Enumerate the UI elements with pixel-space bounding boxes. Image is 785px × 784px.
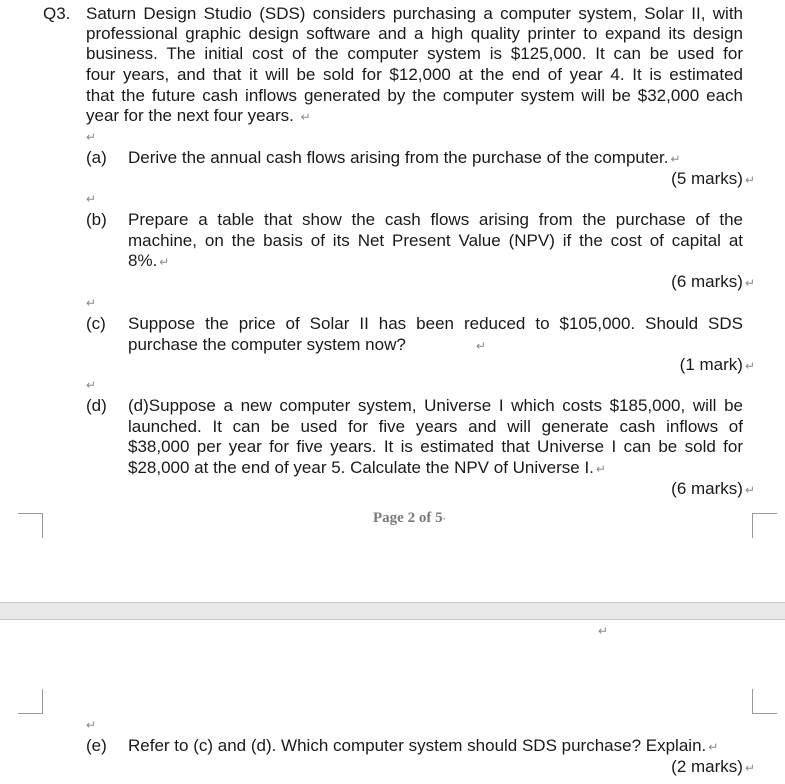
paragraph-mark-icon: ↵ bbox=[86, 378, 97, 392]
part-c-marks: (1 mark) ↵ bbox=[679, 355, 755, 374]
crop-mark-top-left bbox=[18, 513, 43, 538]
paragraph-mark-icon: ↵ bbox=[159, 255, 170, 269]
part-d-line-1: (d)Suppose a new computer system, Universe I which costs $185,000, will be bbox=[128, 396, 743, 415]
part-d-marks: (6 marks) ↵ bbox=[671, 479, 755, 498]
question-line-4: four years, and that it will be sold for $12,000 at the end of year 4. It is estimated bbox=[86, 65, 743, 84]
part-e-label: (e) bbox=[86, 736, 107, 755]
question-line-3: business. The initial cost of the computer system is $125,000. It can be used for bbox=[86, 44, 743, 63]
part-b-line-2: machine, on the basis of its Net Present Value (NPV) if the cost of capital at bbox=[128, 231, 743, 250]
page-footer: Page 2 of 5· bbox=[373, 510, 446, 526]
paragraph-mark-icon: ↵ bbox=[708, 740, 719, 754]
paragraph-mark-icon: ↵ bbox=[670, 152, 681, 166]
paragraph-mark-icon: ↵ bbox=[86, 296, 97, 310]
part-c-line-1: Suppose the price of Solar II has been reduced to $105,000. Should SDS bbox=[128, 314, 743, 333]
part-c-label: (c) bbox=[86, 314, 106, 333]
paragraph-mark-icon: ↵ bbox=[476, 339, 487, 353]
part-d-line-4: $28,000 at the end of year 5. Calculate the NPV of Universe I. ↵ bbox=[128, 458, 606, 477]
crop-mark-top-right bbox=[752, 513, 777, 538]
part-d-label: (d) bbox=[86, 396, 107, 415]
part-b-line-3: 8%. ↵ bbox=[128, 251, 170, 270]
page-gap bbox=[0, 602, 785, 620]
paragraph-mark-icon: ↵ bbox=[744, 761, 755, 775]
crop-mark-bottom-right bbox=[752, 689, 777, 714]
crop-mark-bottom-left bbox=[18, 689, 43, 714]
paragraph-mark-icon: ↵ bbox=[595, 462, 606, 476]
paragraph-mark-icon: ↵ bbox=[744, 276, 755, 290]
part-a-line-1: Derive the annual cash flows arising from the purchase of the computer. ↵ bbox=[128, 148, 681, 167]
question-line-6: year for the next four years. ↵ bbox=[86, 106, 311, 125]
paragraph-mark-icon: ↵ bbox=[300, 110, 311, 124]
part-b-line-1: Prepare a table that show the cash flows arising from the purchase of the bbox=[128, 210, 743, 229]
paragraph-mark-icon: ↵ bbox=[86, 192, 97, 206]
part-a-label: (a) bbox=[86, 148, 107, 167]
paragraph-mark-icon: ↵ bbox=[86, 130, 97, 144]
part-d-line-2: launched. It can be used for five years and will generate cash inflows of bbox=[128, 417, 743, 436]
question-line-1: Saturn Design Studio (SDS) considers purchasing a computer system, Solar II, with bbox=[86, 4, 743, 23]
question-number: Q3. bbox=[43, 4, 71, 23]
question-line-5: that the future cash inflows generated by the computer system will be $32,000 each bbox=[86, 86, 743, 105]
part-b-label: (b) bbox=[86, 210, 107, 229]
paragraph-mark-icon: ↵ bbox=[86, 718, 97, 732]
part-b-marks: (6 marks) ↵ bbox=[671, 272, 755, 291]
part-d-line-3: $38,000 per year for five years. It is estimated that Universe I can be sold for bbox=[128, 437, 743, 456]
paragraph-mark-icon: ↵ bbox=[744, 173, 755, 187]
part-e-line-1: Refer to (c) and (d). Which computer system should SDS purchase? Explain. ↵ bbox=[128, 736, 719, 755]
paragraph-mark-icon: ↵ bbox=[744, 359, 755, 373]
part-c-line-2: purchase the computer system now? bbox=[128, 335, 406, 354]
page-3 bbox=[0, 620, 785, 784]
paragraph-mark-icon: ↵ bbox=[598, 624, 609, 638]
paragraph-mark-icon: ↵ bbox=[744, 483, 755, 497]
question-line-2: professional graphic design software and a high quality printer to expand its design bbox=[86, 24, 743, 43]
part-e-marks: (2 marks) ↵ bbox=[671, 757, 755, 776]
part-a-marks: (5 marks) ↵ bbox=[671, 169, 755, 188]
